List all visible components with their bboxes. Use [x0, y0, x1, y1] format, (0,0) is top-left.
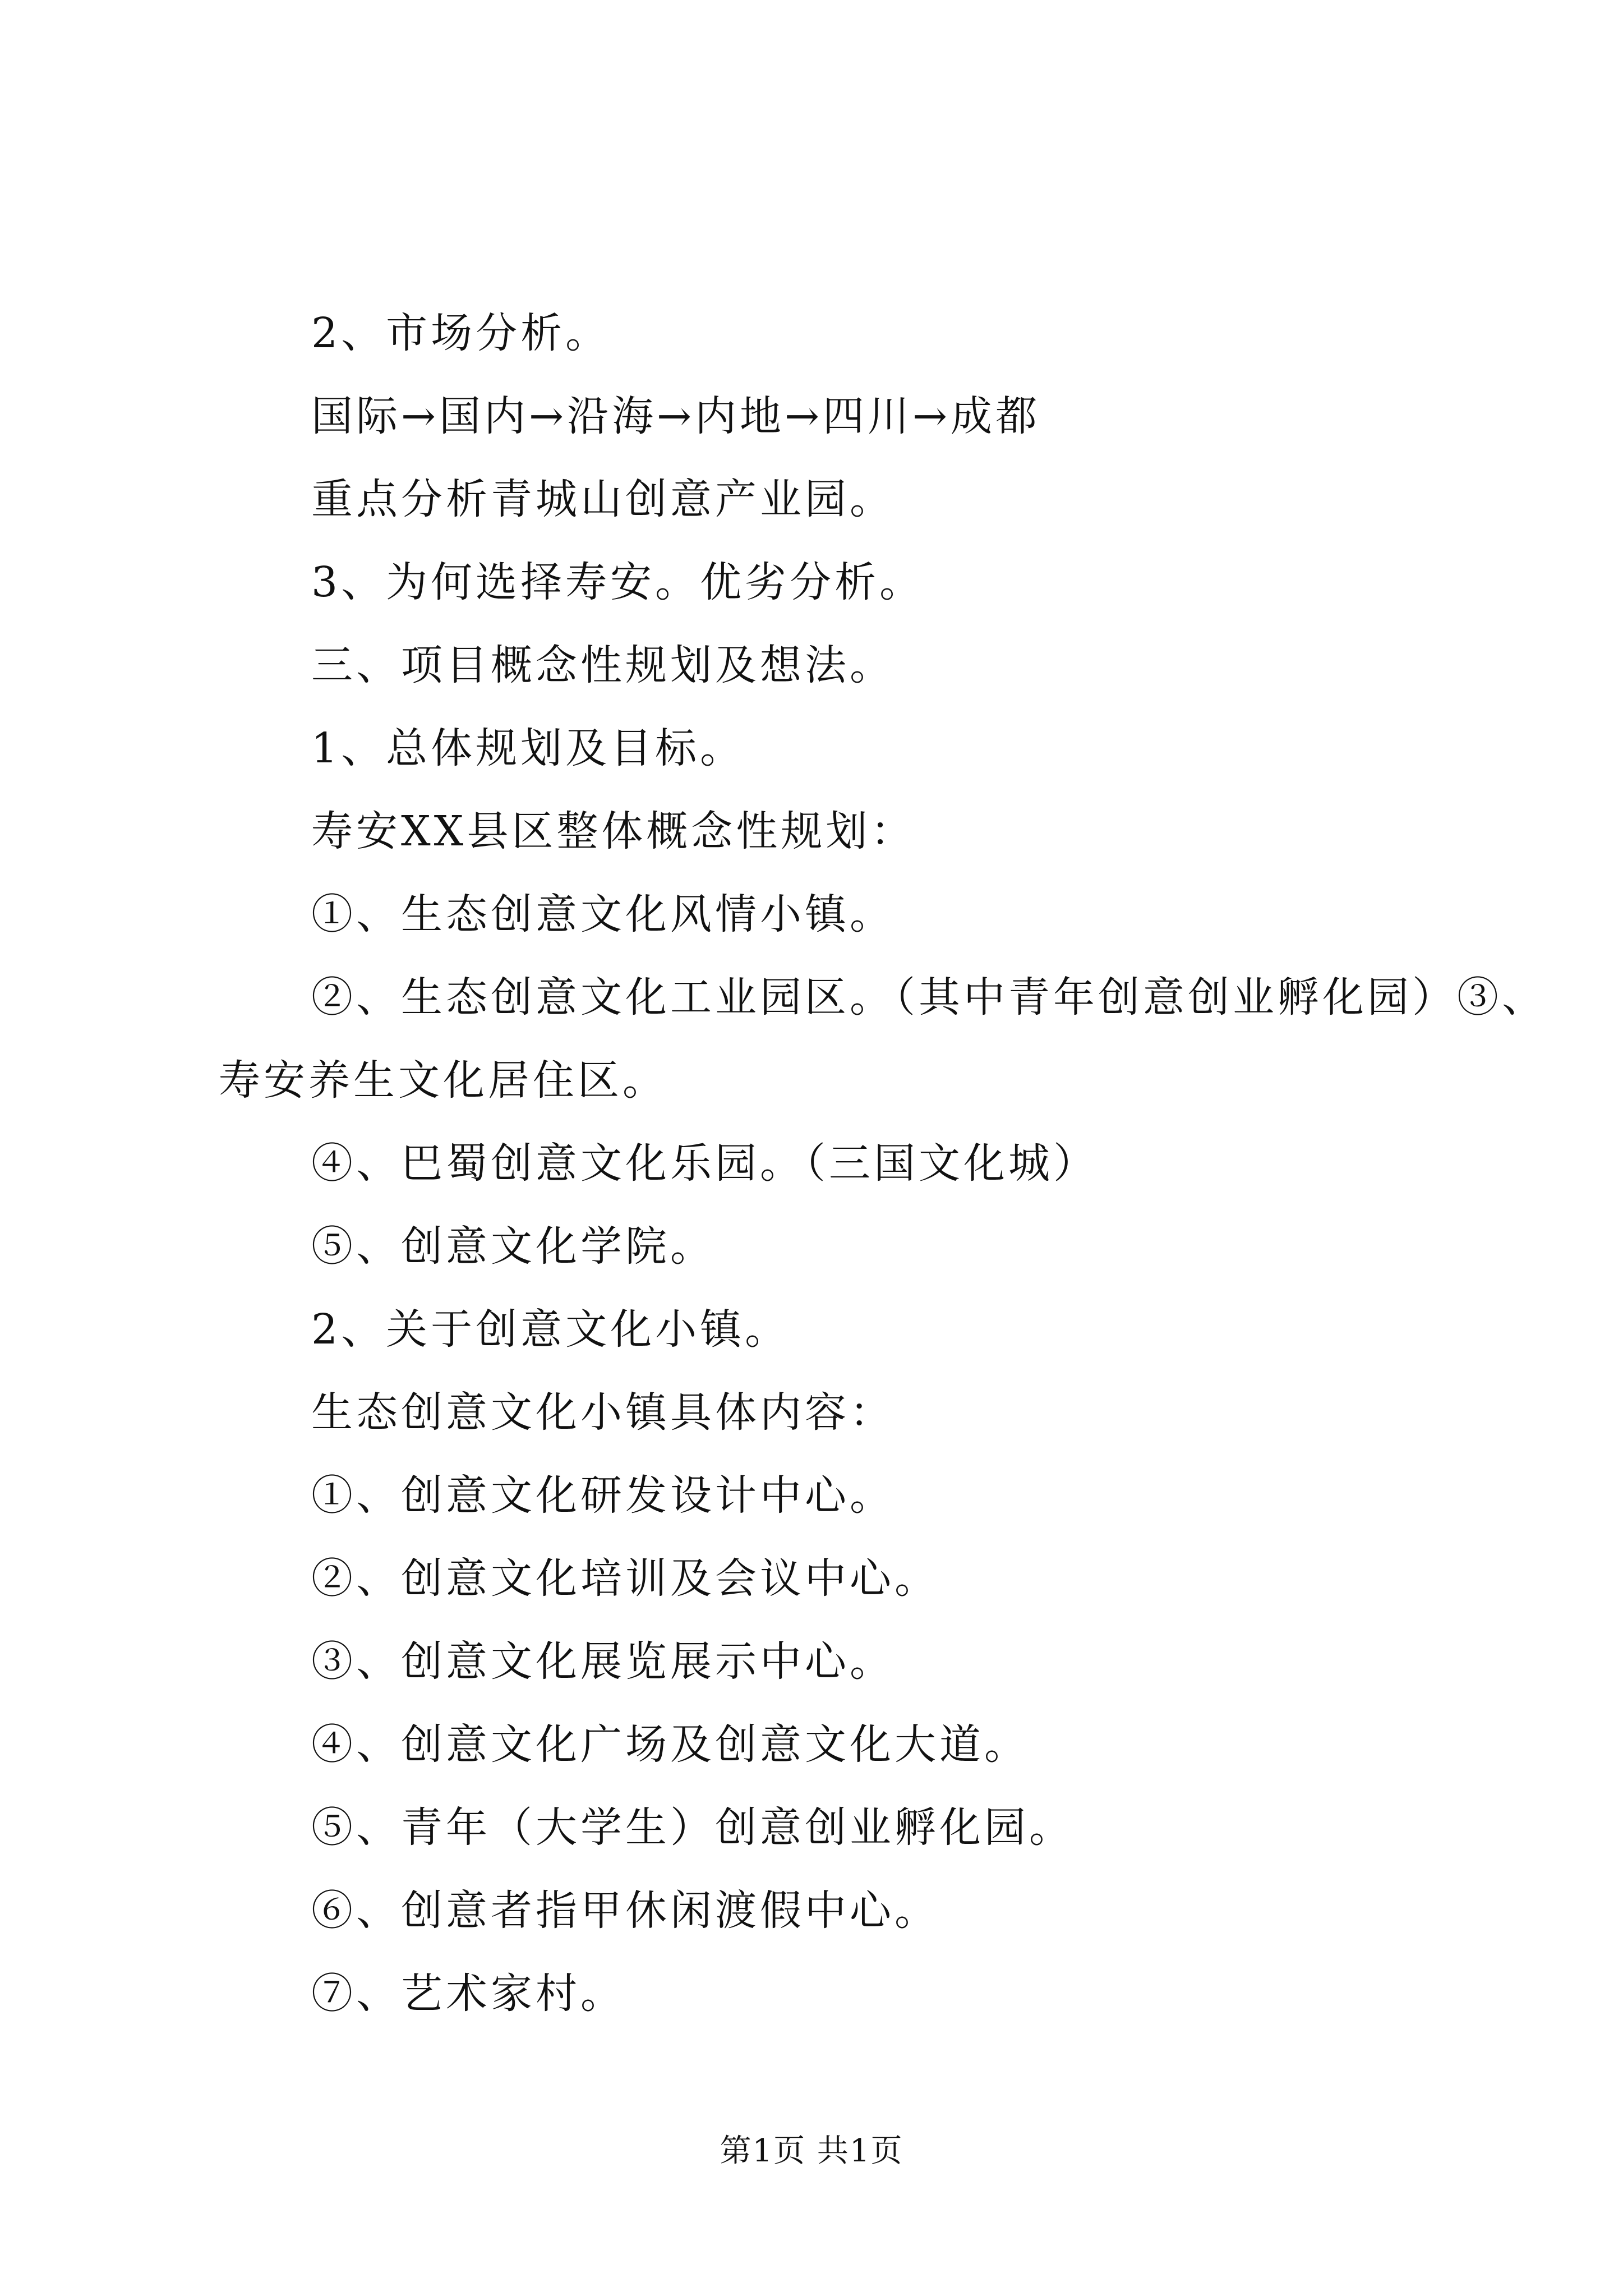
text-line: 1、总体规划及目标。: [311, 724, 745, 772]
text-line: 重点分析青城山创意产业园。: [311, 475, 895, 523]
text-line: ①、生态创意文化风情小镇。: [311, 890, 895, 938]
text-line: 2、关于创意文化小镇。: [311, 1305, 790, 1354]
text-line-continuation: 寿安养生文化居住区。: [219, 1056, 667, 1105]
text-line: ②、生态创意文化工业园区。（其中青年创意创业孵化园）③、: [311, 973, 1547, 1022]
text-line: ①、创意文化研发设计中心。: [311, 1471, 895, 1520]
text-line: ⑤、青年（大学生）创意创业孵化园。: [311, 1803, 1074, 1852]
document-body: [219, 292, 1547, 2035]
text-line: 生态创意文化小镇具体内容：: [311, 1388, 895, 1437]
text-line: ⑦、艺术家村。: [311, 1970, 625, 2018]
text-line: ④、巴蜀创意文化乐园。（三国文化城）: [311, 1139, 1098, 1188]
text-line: ⑥、创意者指甲休闲渡假中心。: [311, 1887, 939, 1935]
text-line: ④、创意文化广场及创意文化大道。: [311, 1720, 1029, 1769]
text-line: ⑤、创意文化学院。: [311, 1222, 715, 1271]
page-footer: 第1页 共1页: [720, 2133, 903, 2169]
text-line: 三、项目概念性规划及想法。: [311, 641, 895, 689]
text-line: 2、市场分析。: [311, 309, 611, 357]
text-line: 寿安XX县区整体概念性规划：: [311, 807, 916, 855]
text-line: ②、创意文化培训及会议中心。: [311, 1554, 939, 1603]
text-line: 国际→国内→沿海→内地→四川→成都: [311, 392, 1041, 440]
text-line: 3、为何选择寿安。优劣分析。: [311, 558, 925, 606]
text-line: ③、创意文化展览展示中心。: [311, 1637, 895, 1686]
